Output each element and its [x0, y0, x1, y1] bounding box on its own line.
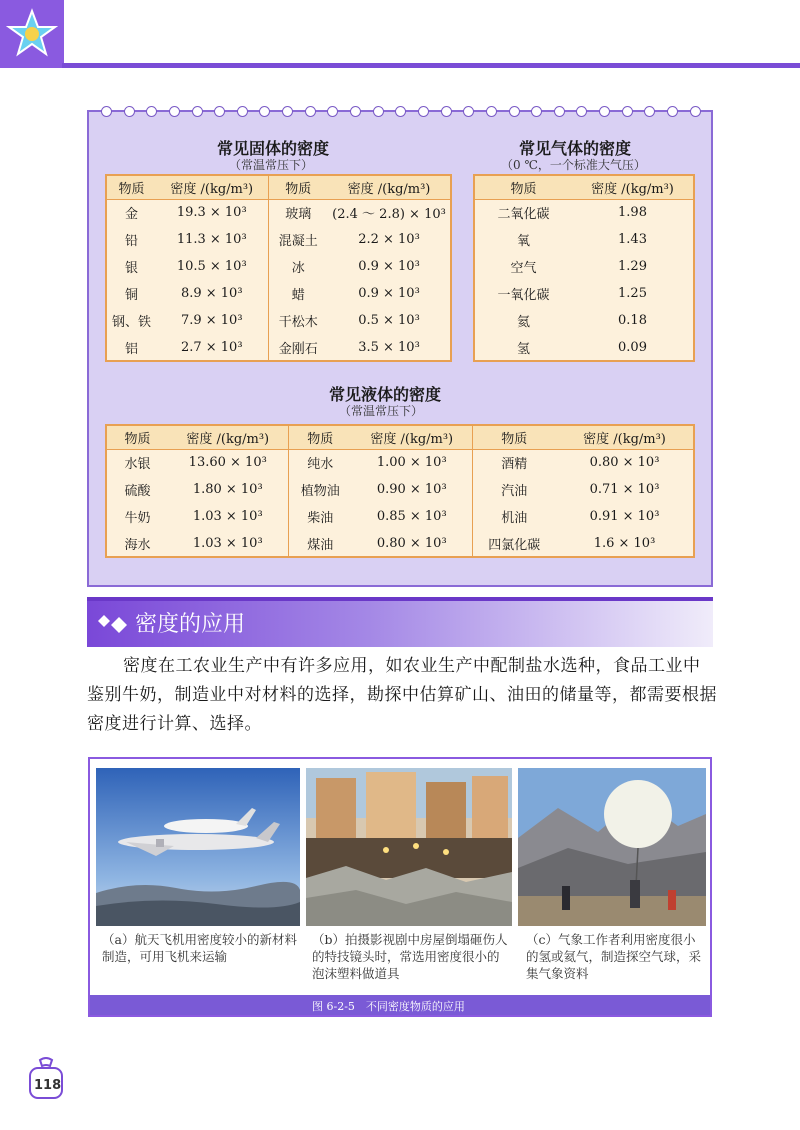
table-cell: 四氯化碳	[472, 530, 556, 557]
ring-icon	[327, 106, 338, 117]
table-cell: 玻璃	[268, 199, 328, 226]
table-cell: 0.9 × 10³	[358, 286, 420, 301]
table-cell: 干松木	[268, 307, 328, 334]
ring-icon	[463, 106, 474, 117]
table-cell: 海水	[124, 537, 151, 553]
table-row	[474, 307, 694, 334]
table-row	[106, 503, 694, 530]
column-header: 密度 /(kg/m³)	[328, 175, 451, 199]
column-header: 物质	[268, 175, 328, 199]
table-cell: 植物油	[288, 476, 352, 503]
table-cell: 一氧化碳	[497, 288, 550, 303]
table-header-row	[474, 175, 694, 199]
ring-icon	[282, 106, 293, 117]
table-cell: 二氧化碳	[497, 207, 550, 223]
table-cell: 混凝土	[268, 226, 328, 253]
collapse-scene-photo	[306, 768, 512, 926]
table-cell: 金	[124, 207, 138, 223]
section-heading	[87, 597, 713, 647]
figure-title-bar	[90, 995, 710, 1015]
diamond-bullet-icon	[97, 613, 131, 633]
table-cell: 0.09	[618, 339, 647, 355]
table-cell: 铅	[124, 234, 138, 249]
table-cell: 氦	[516, 315, 530, 330]
solids-table	[105, 174, 452, 362]
column-header: 物质	[288, 425, 352, 449]
table-cell: 8.9 × 10³	[180, 286, 243, 301]
ring-icon	[146, 106, 157, 117]
gases-subtitle: （0 ℃，一个标准大气压）	[501, 158, 646, 172]
table-cell: 1.03 × 10³	[192, 535, 263, 551]
ring-icon	[124, 106, 135, 117]
ring-icon	[441, 106, 452, 117]
table-row	[106, 449, 694, 476]
table-row	[106, 476, 694, 503]
table-cell: 0.9 × 10³	[358, 259, 420, 274]
table-cell: (2.4 ～ 2.8) × 10³	[332, 207, 446, 223]
liquids-subtitle: （常温常压下）	[339, 404, 424, 418]
ring-icon	[622, 106, 633, 117]
table-cell: 2.2 × 10³	[358, 232, 420, 247]
table-cell: 水银	[124, 457, 151, 473]
table-cell: 钢、铁	[111, 315, 151, 330]
table-cell: 1.29	[618, 259, 647, 274]
table-row	[474, 253, 694, 280]
table-cell: 铝	[124, 341, 138, 357]
figure-6-2-5	[88, 757, 712, 1017]
column-header: 密度 /(kg/m³)	[572, 175, 694, 199]
table-cell: 10.5 × 10³	[176, 259, 247, 274]
table-cell: 11.3 × 10³	[176, 232, 247, 247]
table-row	[106, 253, 451, 280]
table-cell: 蜡	[268, 280, 328, 307]
table-cell: 纯水	[288, 449, 352, 476]
table-cell: 硫酸	[124, 484, 151, 499]
ring-icon	[214, 106, 225, 117]
page-number: 118	[34, 1078, 62, 1093]
ring-icon	[554, 106, 565, 117]
table-cell: 柴油	[288, 503, 352, 530]
table-cell: 0.90 × 10³	[376, 482, 447, 497]
column-header: 密度 /(kg/m³)	[168, 425, 288, 449]
ring-icon	[192, 106, 203, 117]
table-cell: 金刚石	[268, 334, 328, 361]
ring-icon	[395, 106, 406, 117]
table-cell: 1.25	[618, 286, 647, 301]
table-cell: 0.91 × 10³	[589, 509, 660, 524]
table-cell: 1.80 × 10³	[192, 482, 263, 497]
table-cell: 煤油	[288, 530, 352, 557]
table-row	[106, 307, 451, 334]
ring-icon	[169, 106, 180, 117]
ring-icon	[101, 106, 112, 117]
table-row	[474, 334, 694, 361]
table-row	[106, 280, 451, 307]
table-cell: 酒精	[472, 449, 556, 476]
ring-icon	[690, 106, 701, 117]
table-cell: 3.5 × 10³	[358, 339, 420, 355]
table-cell: 0.18	[618, 313, 647, 328]
solids-subtitle: （常温常压下）	[229, 158, 314, 172]
table-cell: 13.60 × 10³	[188, 455, 267, 471]
column-header: 密度 /(kg/m³)	[352, 425, 472, 449]
liquids-table	[105, 424, 695, 558]
table-cell: 2.7 × 10³	[180, 339, 243, 355]
gases-title: 常见气体的密度	[519, 139, 632, 158]
table-cell: 冰	[268, 253, 328, 280]
ring-icon	[350, 106, 361, 117]
weather-balloon-photo	[518, 768, 706, 926]
table-cell: 汽油	[472, 476, 556, 503]
section-heading-rule	[87, 597, 713, 601]
table-row	[474, 226, 694, 253]
ring-icon	[509, 106, 520, 117]
column-header: 密度 /(kg/m³)	[156, 175, 268, 199]
star-logo-icon	[6, 8, 58, 60]
density-tables-panel	[87, 110, 713, 587]
table-cell: 牛奶	[124, 511, 151, 526]
ring-icon	[576, 106, 587, 117]
table-cell: 1.6 × 10³	[593, 535, 656, 551]
table-cell: 0.71 × 10³	[589, 482, 660, 497]
ring-icon	[259, 106, 270, 117]
body-paragraph: 密度在工农业生产中有许多应用，如农业生产中配制盐水选种，食品工业中鉴别牛奶，制造业中对材料的选择，勘探中估算矿山、油田的储量等，都需要根据密度进行计算、选择。	[87, 656, 717, 734]
ring-icon	[667, 106, 678, 117]
figure-title: 图 6-2-5 不同密度物质的应用	[312, 1000, 465, 1013]
solids-title: 常见固体的密度	[217, 139, 330, 158]
table-row	[106, 334, 451, 361]
ring-icon	[305, 106, 316, 117]
table-cell: 氧	[516, 234, 530, 249]
table-cell: 19.3 × 10³	[176, 205, 247, 221]
column-header: 密度 /(kg/m³)	[556, 425, 694, 449]
table-cell: 7.9 × 10³	[180, 313, 243, 328]
shuttle-photo	[96, 768, 300, 926]
table-cell: 1.98	[618, 205, 647, 221]
table-cell: 0.85 × 10³	[376, 509, 447, 524]
liquids-title: 常见液体的密度	[329, 385, 442, 404]
table-cell: 机油	[472, 503, 556, 530]
table-row	[106, 530, 694, 557]
column-header: 物质	[474, 175, 572, 199]
ring-icon	[373, 106, 384, 117]
ring-icon	[418, 106, 429, 117]
table-row	[106, 199, 451, 226]
header-rule	[62, 63, 800, 68]
figure-caption-c: （c）气象工作者利用密度很小的氢或氦气，制造探空气球，采集气象资料	[526, 932, 702, 981]
table-cell: 银	[124, 261, 138, 276]
ring-icon	[237, 106, 248, 117]
ring-icon	[531, 106, 542, 117]
table-cell: 0.80 × 10³	[376, 535, 447, 551]
ring-icon	[486, 106, 497, 117]
table-cell: 空气	[510, 261, 537, 276]
table-cell: 1.43	[618, 232, 647, 247]
column-header: 物质	[106, 175, 156, 199]
column-header: 物质	[472, 425, 556, 449]
column-header: 物质	[106, 425, 168, 449]
table-cell: 0.5 × 10³	[358, 313, 420, 328]
table-row	[474, 280, 694, 307]
ring-icon	[599, 106, 610, 117]
table-cell: 铜	[124, 288, 138, 303]
table-row	[474, 199, 694, 226]
figure-caption-b: （b）拍摄影视剧中房屋倒塌砸伤人的特技镜头时，常选用密度很小的泡沫塑料做道具	[312, 932, 508, 981]
table-cell: 0.80 × 10³	[589, 455, 660, 471]
section-title: 密度的应用	[135, 612, 246, 637]
table-cell: 1.03 × 10³	[192, 509, 263, 524]
table-cell: 1.00 × 10³	[376, 455, 447, 471]
gases-table	[473, 174, 695, 362]
notebook-rings	[101, 106, 701, 120]
ring-icon	[644, 106, 655, 117]
table-header-row	[106, 175, 451, 199]
header-logo-block	[0, 0, 64, 68]
table-cell: 氢	[516, 341, 530, 357]
table-row	[106, 226, 451, 253]
page-header	[0, 0, 800, 68]
table-header-row	[106, 425, 694, 449]
figure-caption-a: （a）航天飞机用密度较小的新材料制造，可用飞机来运输	[102, 932, 297, 964]
